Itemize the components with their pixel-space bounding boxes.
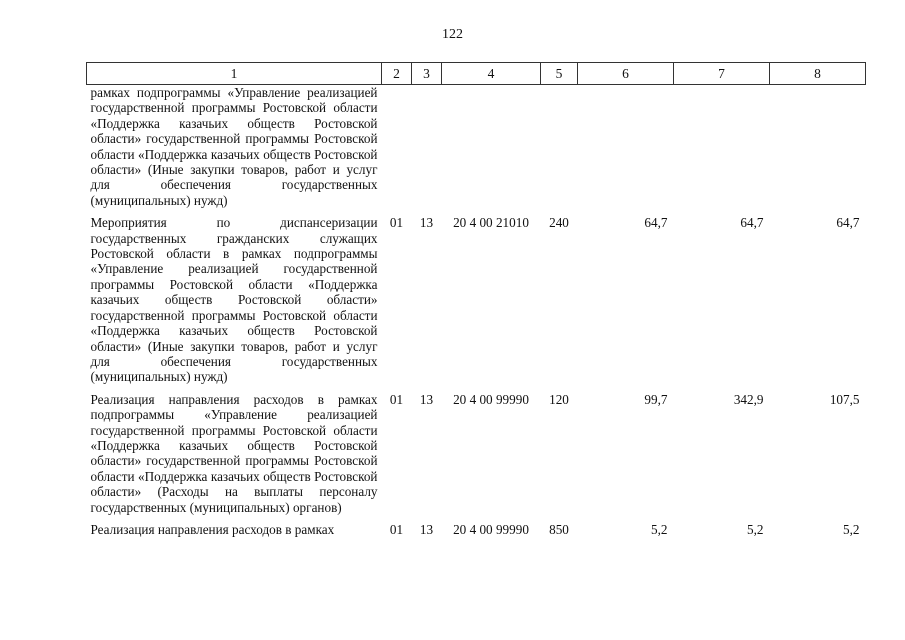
- column-header-4: 4: [442, 63, 541, 85]
- row-expense-type: 850: [549, 521, 569, 537]
- column-header-8: 8: [770, 63, 866, 85]
- row-value-col7: 342,9: [733, 391, 764, 407]
- table-row: [87, 522, 866, 537]
- row-subsection: 13: [419, 521, 434, 537]
- table-row: [87, 215, 866, 391]
- row-expense-type: [541, 85, 578, 216]
- row-subsection: [412, 85, 442, 216]
- row-target-article: 20 4 00 21010: [453, 215, 529, 231]
- row-subsection: 13: [419, 391, 434, 407]
- row-value-col6: 64,7: [644, 215, 668, 231]
- row-description: Мероприятия по диспансеризации государственных гражданских служащих Ростовской области в рамках подпрограммы «Управление реализацией государственной программы Ростовской области «Поддержка казачьих обществ Ростовской области» государственной программы Ростовской области «Поддержка казачьих обществ Ростовской области» (Иные закупки товаров, работ и услуг для обеспечения государственных (муниципальных) нужд): [90, 215, 378, 385]
- column-header-7: 7: [674, 63, 770, 85]
- row-description: Реализация направления расходов в рамках: [90, 521, 335, 537]
- page-number: 122: [442, 27, 463, 42]
- row-value-col8: [770, 85, 866, 216]
- row-value-col8: 107,5: [829, 391, 860, 407]
- row-section: 01: [389, 521, 404, 537]
- row-value-col8: 64,7: [836, 215, 860, 231]
- column-header-5: 5: [541, 63, 578, 85]
- row-expense-type: 120: [549, 391, 569, 407]
- row-section: [382, 85, 412, 216]
- row-subsection: 13: [419, 215, 434, 231]
- row-section: 01: [389, 215, 404, 231]
- row-value-col8: 5,2: [843, 521, 860, 537]
- row-value-col6: [578, 85, 674, 216]
- row-value-col7: 64,7: [740, 215, 764, 231]
- row-value-col6: 99,7: [644, 391, 668, 407]
- table-row: [87, 85, 866, 216]
- row-description: рамках подпрограммы «Управление реализацией государственной программы Ростовской области «Поддержка казачьих обществ Ростовской области» государственной программы Ростовской области «Поддержка казачьих обществ Ростовской области» (Иные закупки товаров, работ и услуг для обеспечения государственных (муниципальных) нужд): [90, 85, 378, 208]
- row-target-article: 20 4 00 99990: [453, 391, 529, 407]
- row-target-article: [442, 85, 541, 216]
- row-value-col6: 5,2: [651, 521, 668, 537]
- row-value-col7: 5,2: [747, 521, 764, 537]
- column-header-3: 3: [412, 63, 442, 85]
- row-value-col7: [674, 85, 770, 216]
- table-header-row: [87, 63, 866, 85]
- row-target-article: 20 4 00 99990: [453, 521, 529, 537]
- budget-table: [86, 62, 866, 537]
- row-expense-type: 240: [549, 215, 569, 231]
- column-header-2: 2: [382, 63, 412, 85]
- row-section: 01: [389, 391, 404, 407]
- table-row: [87, 392, 866, 522]
- row-description: Реализация направления расходов в рамках подпрограммы «Управление реализацией государственной программы Ростовской области «Поддержка казачьих обществ Ростовской области» государственной программы Ростовской области «Поддержка казачьих обществ Ростовской области» (Расходы на выплаты персоналу государственных (муниципальных) органов): [90, 391, 378, 515]
- column-header-1: 1: [87, 63, 382, 85]
- column-header-6: 6: [578, 63, 674, 85]
